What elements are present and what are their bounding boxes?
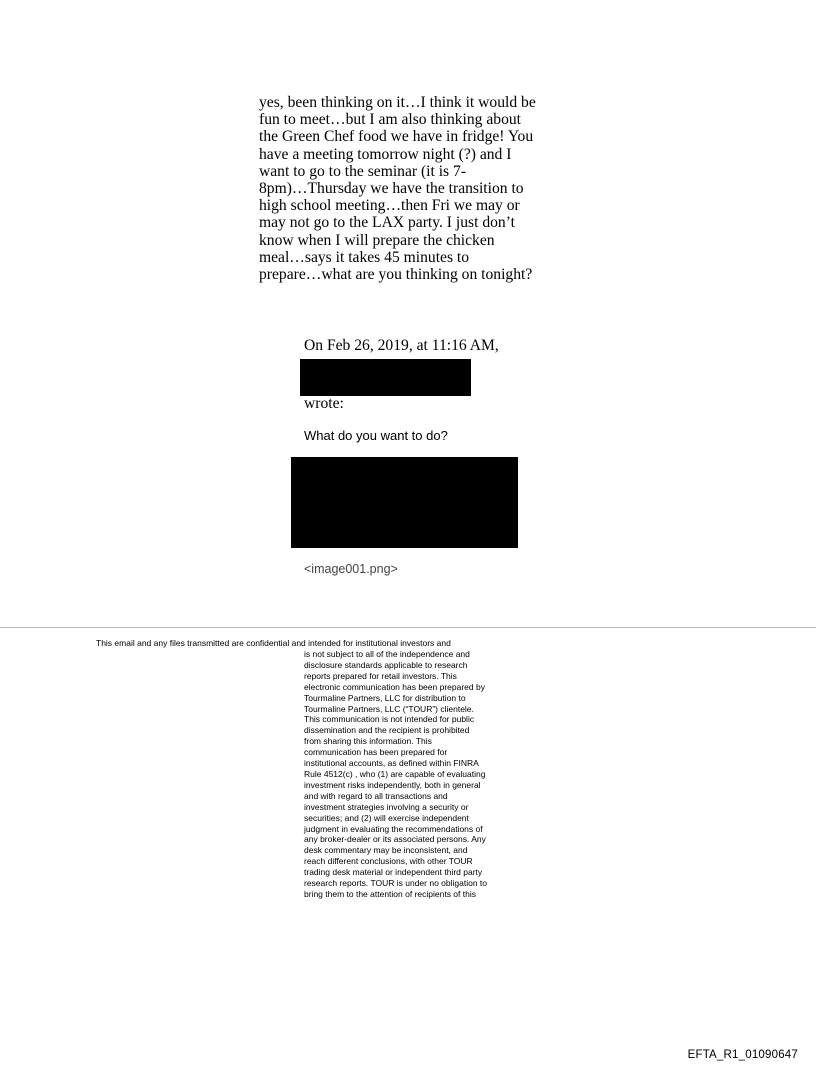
reply-message-body: yes, been thinking on it…I think it would be fun to meet…but I am also thinking about the Green Chef food we have in fridge! You have a meeting tomorrow night (?) and I want to go to the seminar (it is 7- 8pm)…Thursday we have the transition to high school meeting…then Fri we may or may not go to the LAX party. I just don’t know when I will prepare the chicken meal…says it takes 45 minutes to prepare…what are you thinking on tonight? — [259, 94, 536, 284]
disclaimer-body: is not subject to all of the independence and disclosure standards applicable to research reports prepared for retail investors. This electronic communication has been prepared by Tourmaline Partners, LLC for distribution to Tourmaline Partners, LLC (“TOUR”) clientele. This communication is not intended for public dissemination and the recipient is prohibited from sharing this information. This communication has been prepared for institutional accounts, as defined within FINRA Rule 4512(c) , who (1) are capable of evaluating investment risks independently, both in general and with regard to all transactions and investment strategies involving a security or securities; and (2) will exercise independent judgment in evaluating the recommendations of any broker-dealer or its associated persons. Any desk commentary may be inconsistent, and reach different conclusions, with other TOUR trading desk material or independent third party research reports. TOUR is under no obligation to bring them to the attention of recipients of this — [304, 649, 488, 899]
quoted-message-text: What do you want to do? — [304, 428, 448, 443]
disclaimer-first-line: This email and any files transmitted are confidential and intended for institutional investors and — [96, 638, 451, 648]
quoted-message-header: On Feb 26, 2019, at 11:16 AM, — [304, 337, 499, 354]
attachment-placeholder: <image001.png> — [304, 562, 398, 576]
redacted-sender-block — [300, 359, 471, 396]
document-id: EFTA_R1_01090647 — [687, 1049, 798, 1061]
redacted-image-block — [291, 457, 518, 548]
disclaimer-divider — [0, 627, 816, 628]
quoted-wrote-label: wrote: — [304, 395, 344, 412]
